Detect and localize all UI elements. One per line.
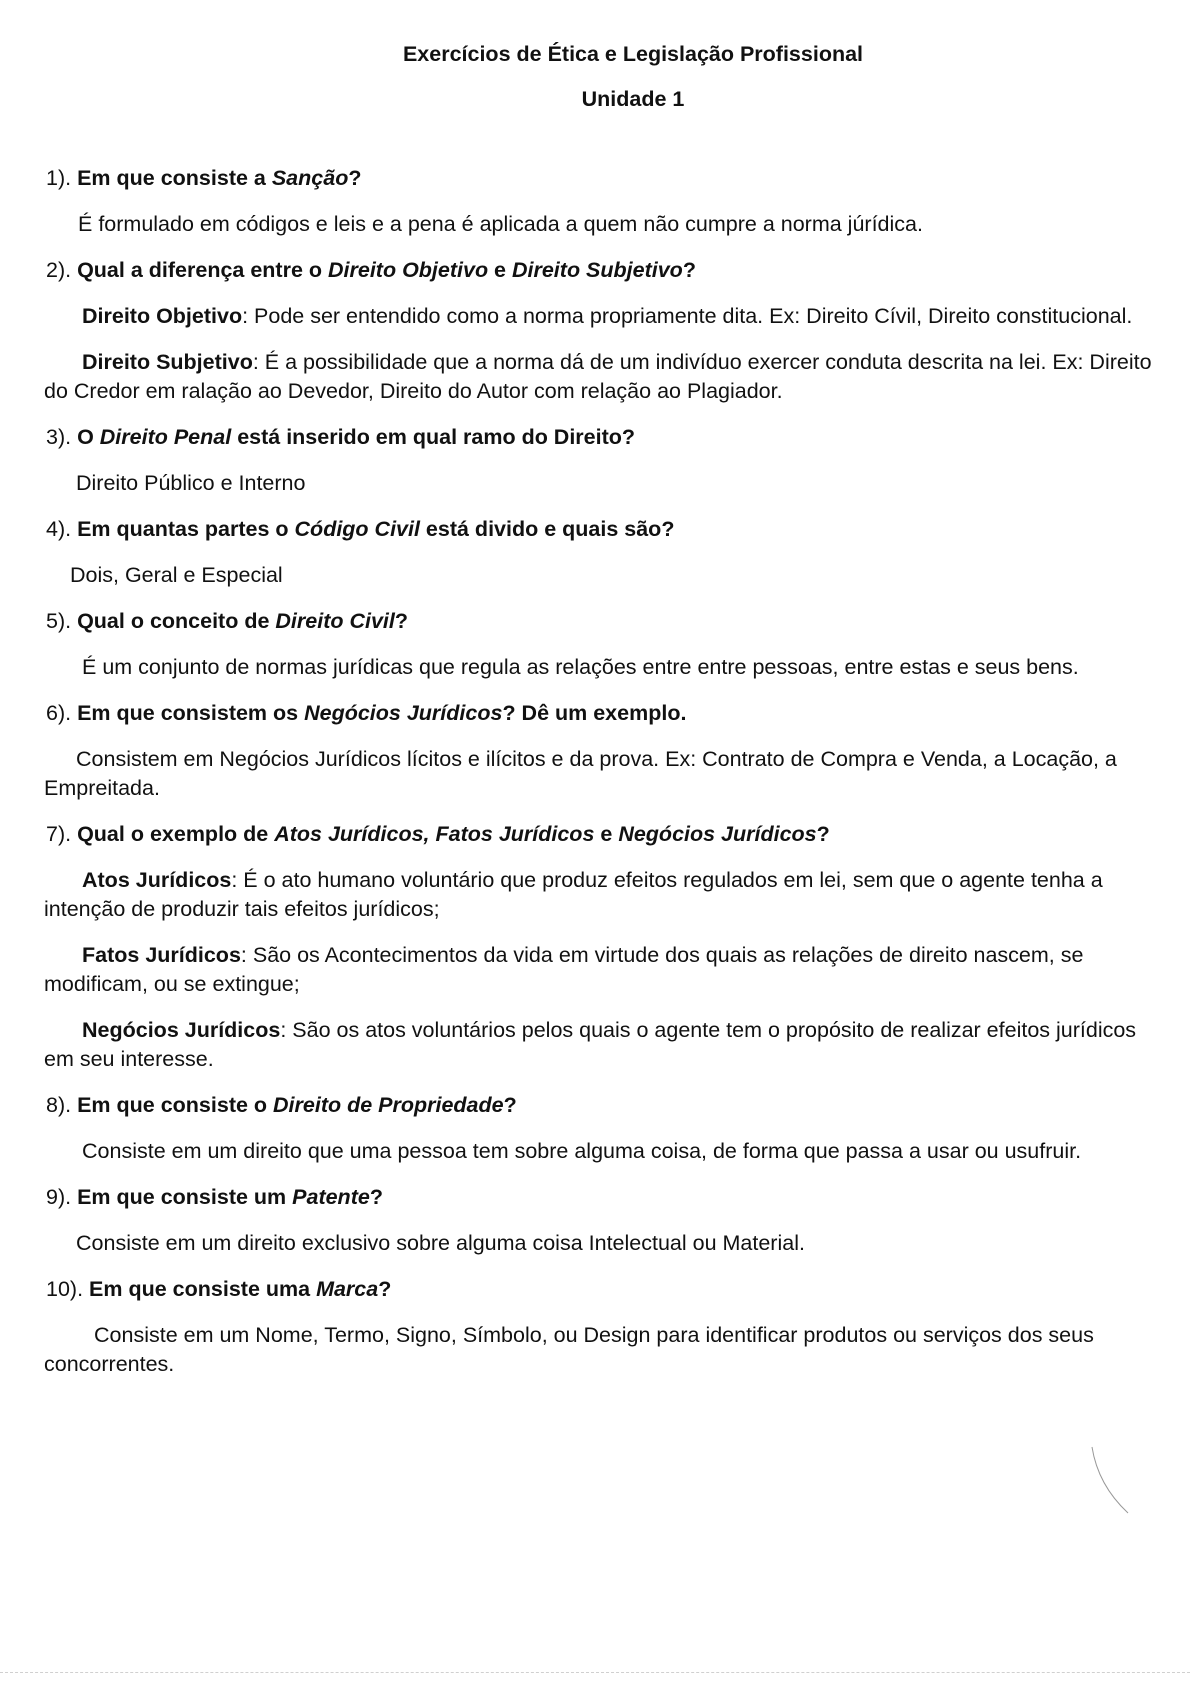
answer bbox=[44, 302, 1154, 331]
answer-label: Negócios Jurídicos bbox=[82, 1018, 281, 1042]
question-text: Em que consiste uma Marca? bbox=[89, 1277, 392, 1301]
question bbox=[44, 1275, 1154, 1304]
answer-label: Fatos Jurídicos bbox=[82, 943, 241, 967]
question-text: Em quantas partes o Código Civil está divido e quais são? bbox=[77, 517, 675, 541]
answer bbox=[44, 1137, 1154, 1166]
question-text: Qual o exemplo de Atos Jurídicos, Fatos Jurídicos e Negócios Jurídicos? bbox=[77, 822, 830, 846]
scan-artifact-line bbox=[0, 1672, 1190, 1674]
question bbox=[44, 164, 1154, 193]
document-page bbox=[44, 40, 1154, 1396]
answer-text: Direito Público e Interno bbox=[76, 471, 306, 495]
answer-text: Consiste em um direito que uma pessoa tem sobre alguma coisa, de forma que passa a usar ou usufruir. bbox=[82, 1139, 1082, 1163]
question bbox=[44, 607, 1154, 636]
answer bbox=[44, 1321, 1154, 1379]
question bbox=[44, 820, 1154, 849]
answer bbox=[44, 941, 1154, 999]
question-number: 9). bbox=[46, 1185, 72, 1209]
answer-text: Consiste em um direito exclusivo sobre alguma coisa Intelectual ou Material. bbox=[76, 1231, 805, 1255]
answer bbox=[44, 561, 1154, 590]
question bbox=[44, 423, 1154, 452]
answer-text: Dois, Geral e Especial bbox=[70, 563, 283, 587]
answer-label: Direito Objetivo bbox=[82, 304, 243, 328]
question-block bbox=[44, 164, 1154, 239]
answer-text: É um conjunto de normas jurídicas que regula as relações entre entre pessoas, entre estas e seus bens. bbox=[82, 655, 1079, 679]
question-list bbox=[44, 164, 1154, 1379]
question bbox=[44, 699, 1154, 728]
answer-text: : É o ato humano voluntário que produz efeitos regulados em lei, sem que o agente tenha a intenção de produzir tais efeitos jurídicos; bbox=[44, 868, 1103, 921]
question-text: Qual a diferença entre o Direito Objetivo e Direito Subjetivo? bbox=[77, 258, 696, 282]
answer bbox=[44, 1016, 1154, 1074]
answer bbox=[44, 348, 1154, 406]
question-block bbox=[44, 1275, 1154, 1379]
answer-text: : É a possibilidade que a norma dá de um indivíduo exercer conduta descrita na lei. Ex: Direito do Credor em ralação ao Devedor, Direito do Autor com relação ao Plagiador. bbox=[44, 350, 1152, 403]
question-block bbox=[44, 699, 1154, 803]
answer-text: : São os atos voluntários pelos quais o agente tem o propósito de realizar efeitos jurídicos em seu interesse. bbox=[44, 1018, 1137, 1071]
question-number: 8). bbox=[46, 1093, 72, 1117]
question-text: Em que consiste o Direito de Propriedade? bbox=[77, 1093, 517, 1117]
question-text: O Direito Penal está inserido em qual ramo do Direito? bbox=[77, 425, 636, 449]
question-block bbox=[44, 423, 1154, 498]
question-number: 5). bbox=[46, 609, 72, 633]
question-block bbox=[44, 607, 1154, 682]
question-number: 6). bbox=[46, 701, 72, 725]
question-text: Em que consistem os Negócios Jurídicos? Dê um exemplo. bbox=[77, 701, 687, 725]
question bbox=[44, 1091, 1154, 1120]
answer bbox=[44, 1229, 1154, 1258]
question-number: 4). bbox=[46, 517, 72, 541]
answer-text: Consiste em um Nome, Termo, Signo, Símbolo, ou Design para identificar produtos ou serviços dos seus concorrentes. bbox=[44, 1323, 1094, 1376]
answer bbox=[44, 653, 1154, 682]
answer-text: : São os Acontecimentos da vida em virtude dos quais as relações de direito nascem, se modificam, ou se extingue; bbox=[44, 943, 1084, 996]
question-block bbox=[44, 1183, 1154, 1258]
question-text: Em que consiste a Sanção? bbox=[77, 166, 362, 190]
question-number: 1). bbox=[46, 166, 72, 190]
answer-text: É formulado em códigos e leis e a pena é aplicada a quem não cumpre a norma júrídica. bbox=[78, 212, 923, 236]
question-text: Qual o conceito de Direito Civil? bbox=[77, 609, 408, 633]
answer bbox=[44, 745, 1154, 803]
question-text: Em que consiste um Patente? bbox=[77, 1185, 383, 1209]
question-block bbox=[44, 515, 1154, 590]
answer bbox=[44, 210, 1154, 239]
question bbox=[44, 515, 1154, 544]
question-number: 2). bbox=[46, 258, 72, 282]
scan-artifact-curve bbox=[1090, 1445, 1130, 1515]
answer-text: Consistem em Negócios Jurídicos lícitos e ilícitos e da prova. Ex: Contrato de Compra e Venda, a Locação, a Empreitada. bbox=[44, 747, 1117, 800]
answer-text: : Pode ser entendido como a norma propriamente dita. Ex: Direito Cívil, Direito constitucional. bbox=[242, 304, 1133, 328]
question-number: 3). bbox=[46, 425, 72, 449]
question bbox=[44, 1183, 1154, 1212]
answer bbox=[44, 866, 1154, 924]
question-number: 7). bbox=[46, 822, 72, 846]
document-title: Exercícios de Ética e Legislação Profissional bbox=[402, 42, 864, 66]
question bbox=[44, 256, 1154, 285]
question-number: 10). bbox=[46, 1277, 84, 1301]
question-block bbox=[44, 1091, 1154, 1166]
answer-label: Atos Jurídicos bbox=[82, 868, 232, 892]
answer bbox=[44, 469, 1154, 498]
question-block bbox=[44, 820, 1154, 1074]
document-subtitle: Unidade 1 bbox=[581, 87, 685, 111]
answer-label: Direito Subjetivo bbox=[82, 350, 253, 374]
question-block bbox=[44, 256, 1154, 406]
